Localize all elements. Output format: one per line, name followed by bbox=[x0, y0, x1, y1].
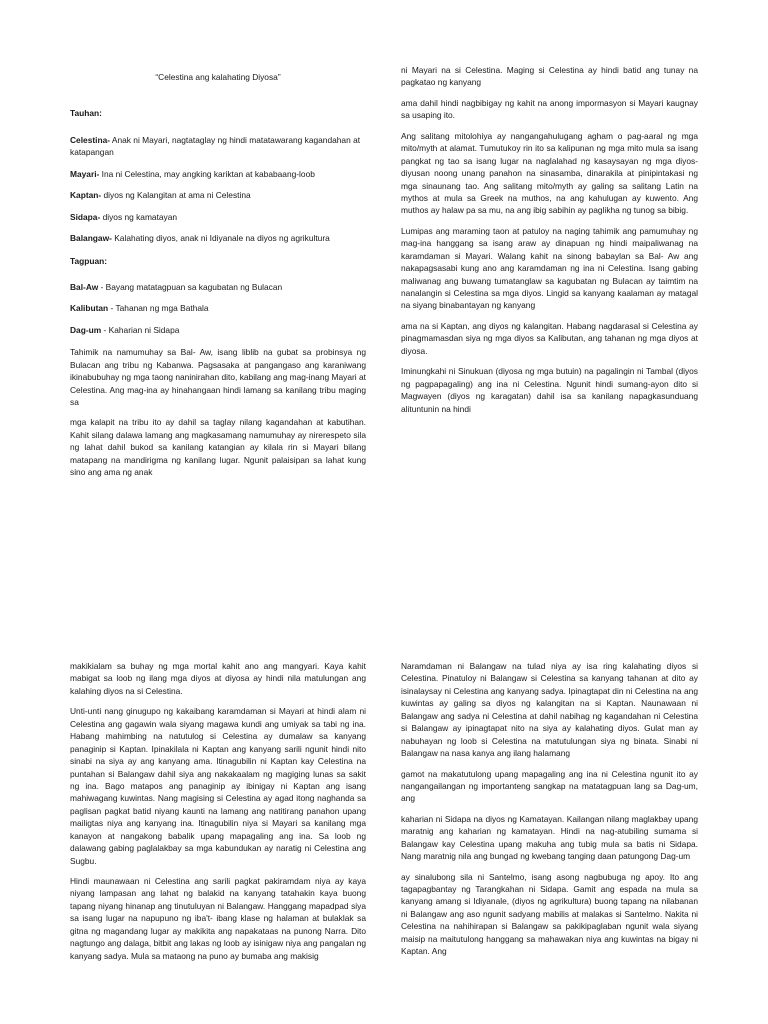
character-name: Balangaw- bbox=[70, 233, 112, 244]
body-paragraph: ama na si Kaptan, ang diyos ng kalangitan. Habang nagdarasal si Celestina ay pinagmamasdan siya ng mga diyos sa Kalibutan, ang tahanan ng mga diyos at diyosa. bbox=[401, 320, 698, 356]
body-paragraph: gamot na makatutulong upang mapagaling ang ina ni Celestina ngunit ito ay nangangailangan ng importanteng sangkap na matatagpuan lang sa Dag-um, ang bbox=[401, 768, 698, 804]
tagpuan-heading: Tagpuan: bbox=[70, 255, 108, 266]
character-name: Celestina- bbox=[70, 134, 111, 145]
setting-entry bbox=[70, 324, 366, 336]
body-paragraph: Unti-unti nang ginugupo ng kakaibang karamdaman si Mayari at hindi alam ni Celestina ang gagawin wala siyang magawa kundi ang umiyak sa tabi ng ina. Habang mahimbing na natutulog si Celestina ay dumalaw sa kanyang panaginip si Kaptan. Ipinakilala ni Kaptan ang kanyang sarili ngunit hindi nito sinabi na siya ay ang kanyang ama. Itinagubilin ni Kaptan kay Celestina na puntahan si Balangaw dahil siya ang nakakaalam ng magiging lunas sa sakit ng ina. Bago matapos ang panaginip ay ibinigay ni Kaptan ang isang mahiwagang kuwintas. Nang magising si Celestina ay agad itong naghanda sa paglisan pagkat batid niyang kaunti na lamang ang natitirang panahon upang mailigtas niya ang kanyang ina. Itinagubilin niya si Mayari sa kanilang mga kanayon at nangakong babalik upang mapagaling ang ina. Sa loob ng dalawang gabing paglalakbay sa mga kabundukan ay naratig ni Celestina ang Sugbu. bbox=[70, 706, 366, 866]
setting-desc: - Bayang matatagpuan sa kagubatan ng Bulacan bbox=[98, 281, 283, 292]
tauhan-heading: Tauhan: bbox=[70, 108, 102, 119]
body-paragraph: kaharian ni Sidapa na diyos ng Kamatayan. Kailangan nilang maglakbay upang maratnig ang kaharian ng kamatayan. Hindi na nag-atubiling sumama si Balangaw kay Celestina upang makuha ang tubig mula sa batis ni Sidapa. Nang maratnig nila ang bungad ng kwebang tanging daan patungong Dag-um bbox=[401, 813, 698, 862]
setting-name: Kalibutan bbox=[70, 303, 109, 314]
character-name: Kaptan- bbox=[70, 190, 102, 201]
character-name: Mayari- bbox=[70, 168, 100, 179]
setting-entry bbox=[70, 281, 366, 293]
setting-desc: - Kaharian ni Sidapa bbox=[101, 324, 180, 335]
character-entry bbox=[70, 232, 366, 244]
setting-name: Bal-Aw bbox=[70, 281, 99, 292]
character-entry bbox=[70, 168, 366, 180]
document-title: “Celestina ang kalahating Diyosa” bbox=[155, 72, 281, 82]
setting-name: Dag-um bbox=[70, 324, 102, 335]
right-column-top bbox=[401, 64, 698, 423]
character-desc: diyos ng kamatayan bbox=[100, 211, 178, 222]
page-bottom-half bbox=[0, 660, 768, 1024]
character-entry bbox=[70, 189, 366, 201]
body-paragraph: mga kalapit na tribu ito ay dahil sa taglay nilang kagandahan at kabutihan. Kahit silang dalawa lamang ang magkasamang namumuhay ay nirerespeto sila ng lahat dahil bukod sa kanilang katangian ay kilala rin si Mayari bilang matapang na mandirigma ng kanilang lugar. Ngunit palaisipan sa lahat kung sino ang ama ng anak bbox=[70, 417, 366, 478]
body-paragraph: Iminungkahi ni Sinukuan (diyosa ng mga butuin) na pagalingin ni Tambal (diyos ng pagpapagaling) ang ina ni Celestina. Ngunit hindi sumang-ayon dito si Magwayen (diyos ng karagatan) dahil isa sa kanilang napagkasunduang alituntunin na hindi bbox=[401, 366, 698, 414]
body-paragraph: Naramdaman ni Balangaw na tulad niya ay isa ring kalahating diyos si Celestina. Pinatuloy ni Balangaw si Celestina sa kanyang tahanan at dito ay isinalaysay ni Celestina ang kanyang sadya. Ipinagtapat din ni Celestina na ang kuwintas ay galing sa diyos ng kalangitan na si Kaptan. Naunawaan ni Balangaw ang sadya ni Celestina at dahil nabihag ng kagandahan ni Celestina si Balangaw ay ipinagtapat nito na siya ay kalahating diyos. Gulat man ay nabuhayan ng loob si Celestina na matutulungan siya ng binata. Sinabi ni Balangaw na nasa kanya ang ilang halamang bbox=[401, 661, 698, 759]
character-desc: Anak ni Mayari, nagtataglay ng hindi matatawarang kagandahan at katapangan bbox=[70, 134, 361, 158]
setting-entry bbox=[70, 302, 366, 314]
body-paragraph: ni Mayari na si Celestina. Maging si Celestina ay hindi batid ang tunay na pagkatao ng kanyang bbox=[401, 65, 698, 88]
body-paragraph: Hindi maunawaan ni Celestina ang sarili pagkat pakiramdam niya ay kaya niyang lampasan ang lahat ng balakid na kanyang tatahakin kaya buong tapang niyang hinanap ang tinutuluyan ni Balangaw. Hanggang mapadpad siya sa isang lugar na napupuno ng iba't- ibang klase ng halaman at bulaklak sa gitna ng magandang lugar ay makikita ang napakataas na punong Narra. Dito nagtungo ang dalaga, bitbit ang lakas ng loob ay isinigaw niya ang pangalan ng kanyang sadya. Mula sa mataong na puno ay bumaba ang makisig bbox=[70, 876, 366, 961]
body-paragraph: Lumipas ang maraming taon at patuloy na naging tahimik ang pamumuhay ng mag-ina hanggang sa isang araw ay dinapuan ng hindi maipaliwanag na karamdaman si Mayari. Walang kahit na sinong babaylan sa Bal- Aw ang nakapagsasabi kung ano ang karamdaman ng ina ni Celestina. Isang gabing maliwanag ang buwang tumatanglaw sa kagubatan ng Bulacan ay taimtim na nanalangin si Celestina sa mga diyos. Lingid sa kanyang kaalaman ay matagal na siyang binabantayan ng kanyang bbox=[401, 225, 698, 311]
character-name: Sidapa- bbox=[70, 211, 101, 222]
body-paragraph: makikialam sa buhay ng mga mortal kahit ano ang mangyari. Kaya kahit mabigat sa loob ng ilang mga diyos at diyosa ay hindi nila matulungan ang kalahing diyos na si Celestina. bbox=[70, 661, 366, 696]
left-column-top bbox=[70, 64, 366, 487]
character-entry bbox=[70, 134, 366, 159]
body-paragraph: ama dahil hindi nagbibigay ng kahit na anong impormasyon si Mayari kaugnay sa usaping ito. bbox=[401, 97, 698, 121]
body-paragraph: Ang salitang mitolohiya ay nangangahulugang agham o pag-aaral ng mga mito/myth at alamat. Tumutukoy rin ito sa kalipunan ng mga mito mula sa isang pangkat ng tao sa isang lugar na naglalahad ng kasaysayan ng mga diyos- diyusan noong unang panahon na sinasamba, dinarakila at pinipintakasi ng mga sinaunang tao. Ang salitang mito/myth ay galing sa salitang Latin na mythos at mula sa Greek na muthos, na ang kahulugan ay kuwento. Ang muthos ay halaw pa sa mu, na ang ibig sabihin ay paglikha ng tunog sa bibig. bbox=[401, 130, 698, 216]
body-paragraph: Tahimik na namumuhay sa Bal- Aw, isang liblib na gubat sa probinsya ng Bulacan ang tribu ng Kabanwa. Pagsasaka at pangangaso ang karaniwang ikinabubuhay ng mga taong naninirahan dito, kabilang ang mag-inang Mayari at Celestina. Ang mag-ina ay hinahangaan hindi lamang sa kanilang tribu maging sa bbox=[70, 347, 366, 407]
body-paragraph: ay sinalubong sila ni Santelmo, isang asong nagbubuga ng apoy. Ito ang tagapagbantay ng Tarangkahan ni Sidapa. Gamit ang espada na mula sa kanyang amang si Idiyanale, (diyos ng agrikultura) buong tapang na nilabanan ni Balangaw ang aso ngunit sadyang mabilis at malakas si Santelmo. Nakita ni Celestina na nahihirapan si Balangaw sa pakikipaglaban ngunit wala siyang maisip na maitutulong hanggang sa mahawakan niya ang kuwintas na bigay ni Kaptan. Ang bbox=[401, 871, 698, 957]
right-column-bottom bbox=[401, 660, 698, 966]
character-desc: Kalahating diyos, anak ni Idiyanale na diyos ng agrikultura bbox=[111, 233, 330, 244]
character-desc: Ina ni Celestina, may angking kariktan at kababaang-loob bbox=[99, 168, 315, 179]
left-column-bottom bbox=[70, 660, 366, 970]
character-entry bbox=[70, 211, 366, 223]
setting-desc: - Tahanan ng mga Bathala bbox=[108, 303, 209, 314]
character-desc: diyos ng Kalangitan at ama ni Celestina bbox=[101, 190, 251, 201]
